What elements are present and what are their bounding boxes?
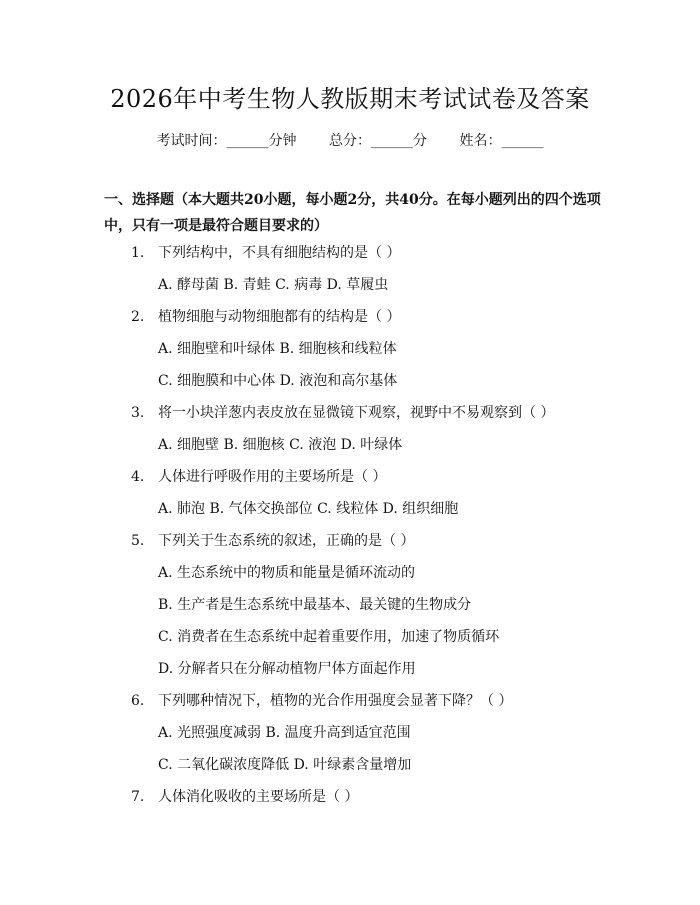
question-6-options-1: A. 光照强度减弱 B. 温度升高到适宜范围 xyxy=(158,725,411,741)
question-text: 下列关于生态系统的叙述，正确的是（ ） xyxy=(158,533,415,549)
question-text: 人体进行呼吸作用的主要场所是（ ） xyxy=(158,469,387,485)
page-title: 2026年中考生物人教版期末考试试卷及答案 xyxy=(110,85,590,113)
question-7 xyxy=(131,787,358,807)
exam-time: 考试时间：______分钟 xyxy=(156,133,297,149)
question-6 xyxy=(131,691,512,711)
question-5-options-1: A. 生态系统中的物质和能量是循环流动的 xyxy=(158,565,416,581)
question-3 xyxy=(131,403,554,423)
question-4 xyxy=(131,467,386,487)
question-number: 7. xyxy=(131,789,145,805)
question-text: 将一小块洋葱内表皮放在显微镜下观察，视野中不易观察到（ ） xyxy=(158,405,555,421)
question-text: 下列结构中，不具有细胞结构的是（ ） xyxy=(158,245,401,261)
question-5-options-2: B. 生产者是生态系统中最基本、最关键的生物成分 xyxy=(158,597,472,613)
question-number: 6. xyxy=(131,693,145,709)
question-1 xyxy=(131,243,400,263)
question-5-options-3: C. 消费者在生态系统中起着重要作用，加速了物质循环 xyxy=(158,629,500,645)
question-number: 3. xyxy=(131,405,145,421)
question-text: 人体消化吸收的主要场所是（ ） xyxy=(158,789,359,805)
exam-meta xyxy=(0,131,700,151)
student-name: 姓名：______ xyxy=(459,133,544,149)
question-2-options-1: A. 细胞壁和叶绿体 B. 细胞核和线粒体 xyxy=(158,341,397,357)
question-1-options-1: A. 酵母菌 B. 青蛙 C. 病毒 D. 草履虫 xyxy=(158,277,389,293)
question-6-options-2: C. 二氧化碳浓度降低 D. 叶绿素含量增加 xyxy=(158,757,412,773)
section-heading: 一、选择题（本大题共20小题，每小题2分，共40分。在每小题列出的四个选项中，只有一项是最符合题目要求的） xyxy=(104,192,601,234)
question-2-options-2: C. 细胞膜和中心体 D. 液泡和高尔基体 xyxy=(158,373,398,389)
question-number: 5. xyxy=(131,533,145,549)
question-text: 下列哪种情况下，植物的光合作用强度会显著下降？（ ） xyxy=(158,693,513,709)
question-text: 植物细胞与动物细胞都有的结构是（ ） xyxy=(158,309,401,325)
question-5-options-4: D. 分解者只在分解动植物尸体方面起作用 xyxy=(158,661,416,677)
question-2 xyxy=(131,307,400,327)
question-3-options-1: A. 细胞壁 B. 细胞核 C. 液泡 D. 叶绿体 xyxy=(158,437,403,453)
question-number: 2. xyxy=(131,309,145,325)
question-4-options-1: A. 肺泡 B. 气体交换部位 C. 线粒体 D. 组织细胞 xyxy=(158,501,459,517)
exam-score: 总分：______分 xyxy=(329,133,427,149)
question-5 xyxy=(131,531,414,551)
question-number: 4. xyxy=(131,469,145,485)
question-number: 1. xyxy=(131,245,145,261)
